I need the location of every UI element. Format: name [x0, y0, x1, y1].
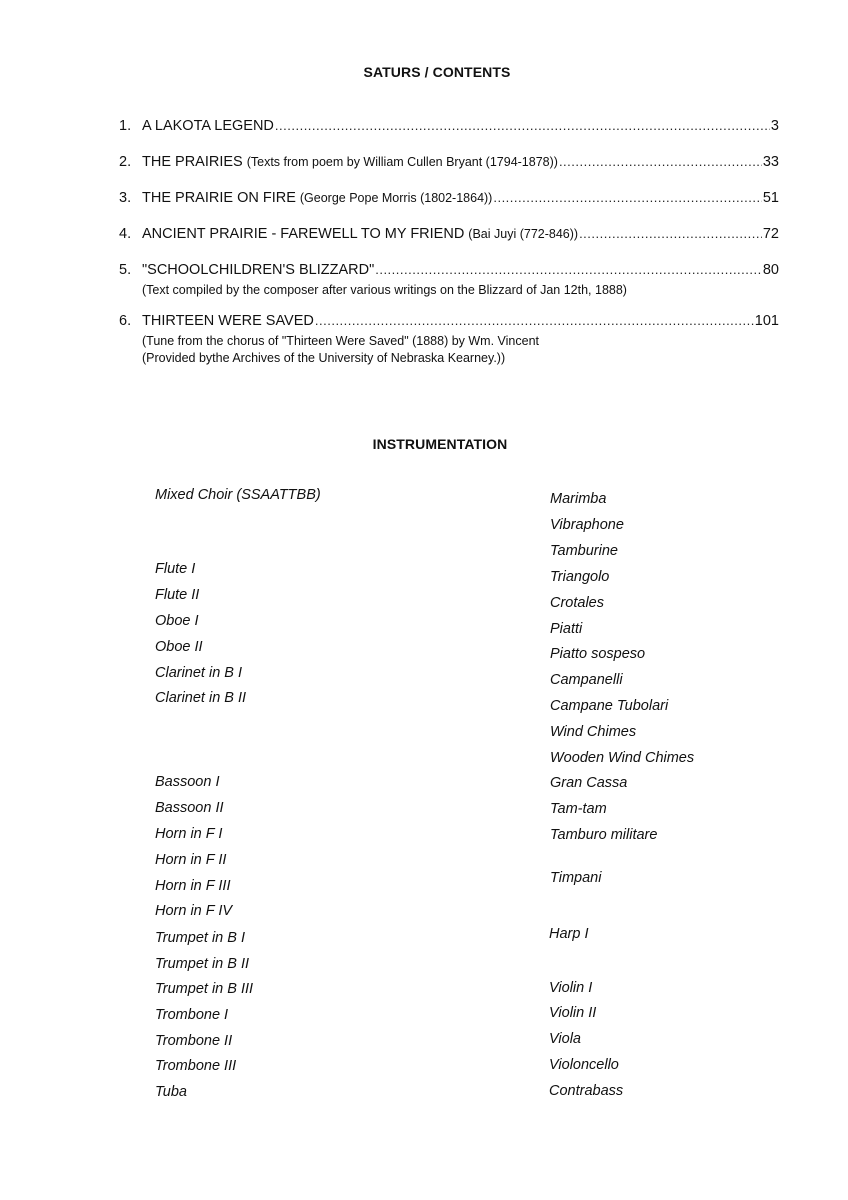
- instrument-item: Tamburo militare: [550, 827, 658, 843]
- toc-dot-leader: [559, 154, 762, 169]
- instrument-item: Tamburine: [550, 543, 618, 559]
- toc-number: 1.: [119, 118, 132, 134]
- toc-note: (Provided bythe Archives of the University of Nebraska Kearney.)): [142, 351, 506, 365]
- toc-line: [119, 226, 779, 246]
- toc-line: [119, 154, 779, 174]
- toc-number: 5.: [119, 262, 132, 278]
- instrument-item: Violoncello: [549, 1057, 619, 1073]
- toc-entry: [119, 262, 779, 299]
- instrument-item: Marimba: [550, 491, 607, 507]
- toc-title: THE PRAIRIES: [142, 154, 243, 170]
- instrument-item: Wind Chimes: [550, 724, 637, 740]
- toc-credit: (Bai Juyi (772-846)): [468, 227, 579, 241]
- toc-line: [119, 118, 779, 138]
- instrument-item: Trombone II: [155, 1033, 233, 1049]
- toc-note: (Text compiled by the composer after various writings on the Blizzard of Jan 12th, 1888): [142, 283, 627, 297]
- toc-page-number: 51: [762, 190, 779, 206]
- instrument-item: Oboe II: [155, 639, 203, 655]
- toc-entry: [119, 154, 779, 174]
- toc-entry: [119, 190, 779, 210]
- instrument-item: Mixed Choir (SSAATTBB): [155, 487, 321, 503]
- instrument-item: Gran Cassa: [550, 775, 628, 791]
- instrument-item: Tam-tam: [550, 801, 607, 817]
- toc-number: 3.: [119, 190, 132, 206]
- toc-title: THIRTEEN WERE SAVED: [142, 313, 314, 329]
- instrument-item: Trombone I: [155, 1007, 229, 1023]
- instrument-item: Vibraphone: [550, 517, 624, 533]
- toc-line: [119, 190, 779, 210]
- instrument-item: Violin I: [549, 980, 593, 996]
- instrument-item: Violin II: [549, 1005, 597, 1021]
- instrument-item: Tuba: [155, 1084, 187, 1100]
- toc-title: ANCIENT PRAIRIE - FAREWELL TO MY FRIEND: [142, 226, 465, 242]
- instrument-item: Trombone III: [155, 1058, 237, 1074]
- toc-entry: [119, 313, 779, 367]
- toc-title: A LAKOTA LEGEND: [142, 118, 274, 134]
- instrument-item: Clarinet in B II: [155, 690, 247, 706]
- instrument-item: Harp I: [549, 926, 589, 942]
- toc-note: (Tune from the chorus of "Thirteen Were Saved" (1888) by Wm. Vincent: [142, 334, 540, 348]
- instrument-item: Horn in F I: [155, 826, 223, 842]
- instrument-item: Crotales: [550, 595, 604, 611]
- toc-title: "SCHOOLCHILDREN'S BLIZZARD": [142, 262, 375, 278]
- instrument-item: Flute II: [155, 587, 200, 603]
- instrument-item: Viola: [549, 1031, 581, 1047]
- toc-line: [119, 262, 779, 282]
- toc-entry: [119, 118, 779, 138]
- instrument-item: Bassoon I: [155, 774, 220, 790]
- toc-dot-leader: [315, 313, 754, 328]
- instrument-item: Wooden Wind Chimes: [550, 750, 695, 766]
- toc-credit: (George Pope Morris (1802-1864)): [299, 191, 493, 205]
- toc-title: THE PRAIRIE ON FIRE: [142, 190, 296, 206]
- toc-number: 4.: [119, 226, 132, 242]
- instrument-item: Triangolo: [550, 569, 610, 585]
- toc-dot-leader: [493, 190, 762, 205]
- instrument-item: Piatto sospeso: [550, 646, 646, 662]
- toc-number: 2.: [119, 154, 132, 170]
- instrument-item: Campane Tubolari: [550, 698, 669, 714]
- toc-entry: [119, 226, 779, 246]
- toc-page-number: 33: [762, 154, 779, 170]
- toc-page-number: 80: [762, 262, 779, 278]
- instrument-item: Horn in F III: [155, 878, 231, 894]
- instrument-item: Campanelli: [550, 672, 623, 688]
- toc-dot-leader: [579, 226, 762, 241]
- instrument-item: Trumpet in B I: [155, 930, 245, 946]
- instrument-item: Horn in F II: [155, 852, 227, 868]
- toc-number: 6.: [119, 313, 132, 329]
- instrument-item: Contrabass: [549, 1083, 624, 1099]
- instrument-item: Flute I: [155, 561, 196, 577]
- instrument-item: Horn in F IV: [155, 903, 233, 919]
- toc-page-number: 72: [762, 226, 779, 242]
- toc-line: [119, 313, 779, 333]
- toc-page-number: 101: [754, 313, 779, 329]
- contents-heading: SATURS / CONTENTS: [363, 64, 511, 80]
- instrument-item: Bassoon II: [155, 800, 224, 816]
- toc-dot-leader: [275, 118, 770, 133]
- instrument-item: Timpani: [550, 870, 602, 886]
- instrument-item: Trumpet in B II: [155, 956, 250, 972]
- toc-credit: (Texts from poem by William Cullen Bryant (1794-1878)): [246, 155, 558, 169]
- instrumentation-heading: INSTRUMENTATION: [372, 436, 508, 452]
- instrument-item: Piatti: [550, 621, 583, 637]
- toc-dot-leader: [375, 262, 762, 277]
- toc-page-number: 3: [770, 118, 779, 134]
- instrument-item: Trumpet in B III: [155, 981, 254, 997]
- instrument-item: Clarinet in B I: [155, 665, 243, 681]
- instrument-item: Oboe I: [155, 613, 199, 629]
